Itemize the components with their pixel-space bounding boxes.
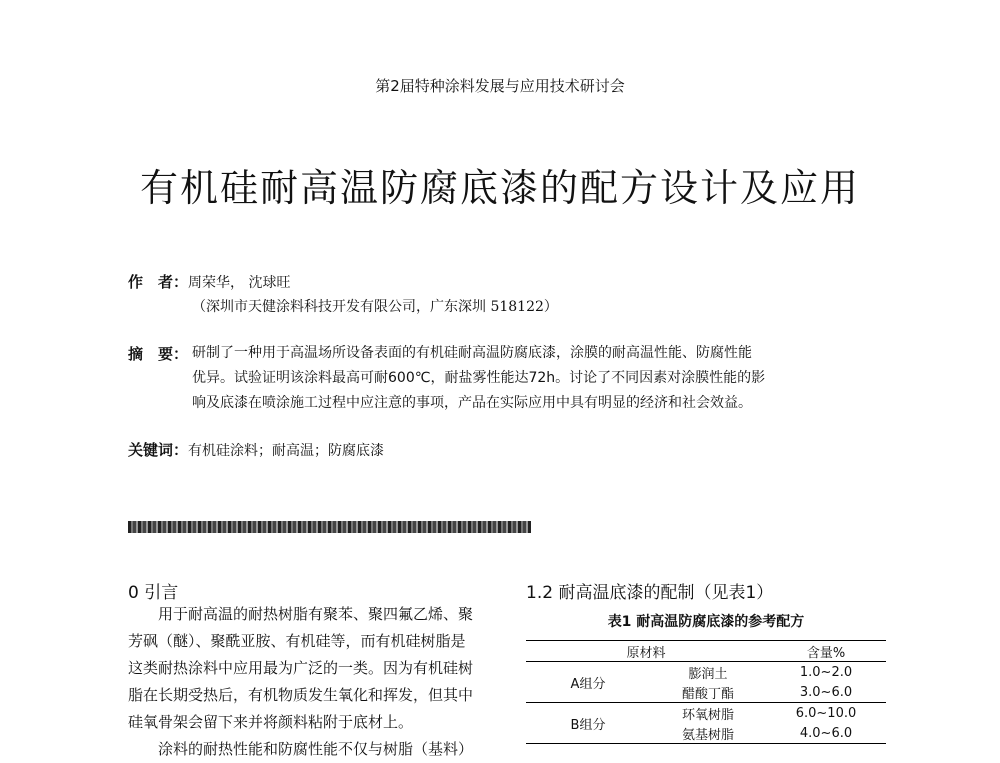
table-caption: 表1 耐高温防腐底漆的参考配方	[607, 614, 805, 630]
material-cell: 膨润土	[688, 666, 728, 682]
paper-title: 有机硅耐高温防腐底漆的配方设计及应用	[139, 166, 860, 210]
table-row	[526, 662, 886, 683]
material-cell: 氨基树脂	[681, 727, 734, 743]
column-header-content: 含量%	[806, 645, 846, 661]
abstract-line: 响及底漆在喷涂施工过程中应注意的事项，产品在实际应用中具有明显的经济和社会效益。	[192, 395, 752, 411]
group-name: A组分	[570, 676, 606, 692]
paragraph-line: 芳砜（醚）、聚酰亚胺、有机硅等，而有机硅树脂是	[128, 632, 466, 650]
content-cell: 1.0~2.0	[799, 664, 853, 680]
paragraph-line: 用于耐高温的耐热树脂有聚苯、聚四氟乙烯、聚	[158, 605, 474, 623]
section-heading-1-2: 1.2 耐高温底漆的配制（见表1）	[526, 583, 774, 603]
conference-name: 第2届特种涂料发展与应用技术研讨会	[375, 77, 625, 95]
content-cell: 6.0~10.0	[795, 705, 857, 721]
abstract-line: 研制了一种用于高温场所设备表面的有机硅耐高温防腐底漆，涂膜的耐高温性能、防腐性能	[192, 345, 752, 361]
keywords-text: 有机硅涂料；耐高温；防腐底漆	[188, 443, 385, 459]
paragraph-line: 这类耐热涂料中应用最为广泛的一类。因为有机硅树	[128, 659, 474, 677]
divider-bar	[128, 521, 531, 533]
paragraph-line: 硅氧骨架会留下来并将颜料粘附于底材上。	[128, 713, 414, 731]
paragraph-line: 脂在长期受热后，有机物质发生氧化和挥发，但其中	[128, 686, 474, 704]
section-heading-introduction: 0 引言	[128, 583, 179, 603]
table-row	[526, 703, 886, 724]
group-name: B组分	[526, 703, 650, 744]
keywords	[128, 439, 384, 460]
material-cell: 醋酸丁酯	[681, 686, 734, 702]
paragraph-line: 涂料的耐热性能和防腐性能不仅与树脂（基料）	[158, 740, 474, 758]
abstract-text	[192, 341, 892, 416]
material-cell: 环氧树脂	[681, 707, 734, 723]
formula-table	[526, 640, 886, 744]
abstract-label: 摘 要：	[128, 345, 189, 363]
keywords-label: 关键词：	[128, 441, 189, 459]
author-affiliation: （深圳市天健涂料科技开发有限公司，广东深圳 518122）	[192, 299, 558, 315]
authors-line	[128, 271, 290, 292]
author-names: 周荣华， 沈球旺	[188, 275, 291, 291]
content-cell: 3.0~6.0	[799, 684, 853, 700]
introduction-paragraph	[128, 601, 498, 763]
authors-label: 作 者：	[128, 273, 189, 291]
column-header-material: 原材料	[626, 645, 666, 661]
content-cell: 4.0~6.0	[799, 725, 853, 741]
abstract-line: 优异。试验证明该涂料最高可耐600℃，耐盐雾性能达72h。讨论了不同因素对涂膜性能的影	[192, 370, 766, 386]
